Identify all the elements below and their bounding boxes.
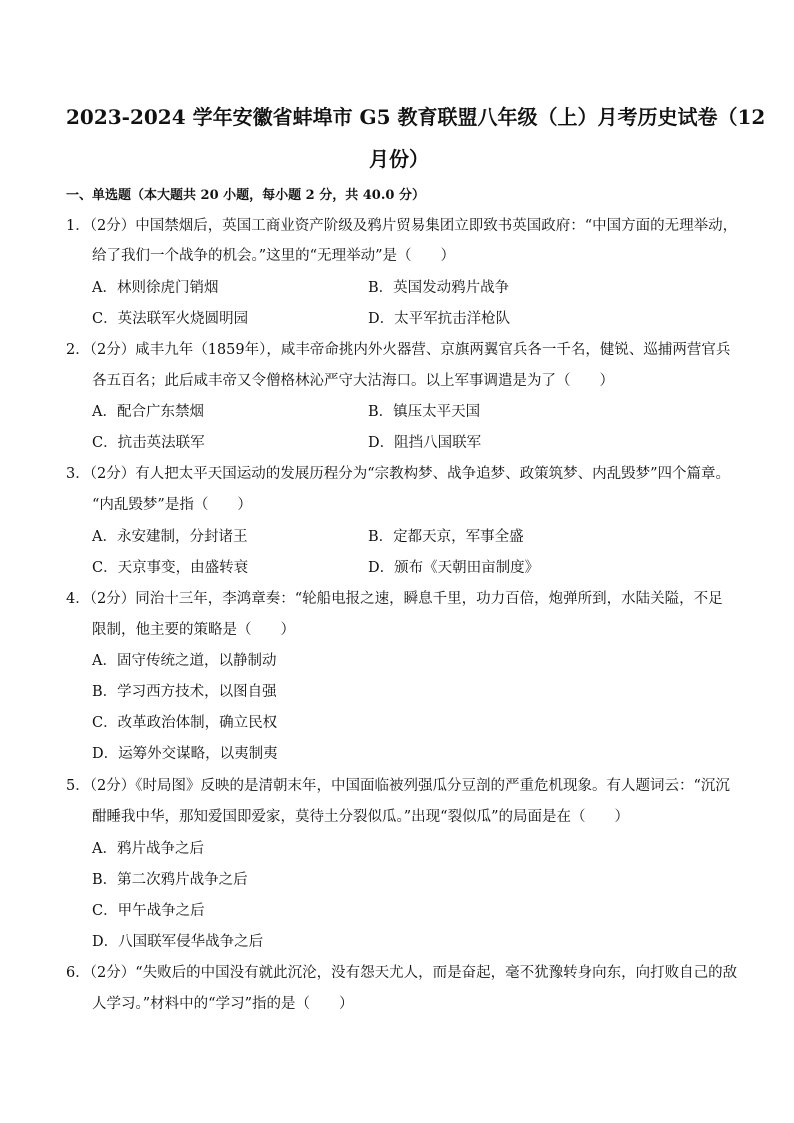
question-4-stem-line-2: 限制，他主要的策略是（ ） <box>92 622 295 638</box>
question-4-option-d: D．运筹外交谋略，以夷制夷 <box>92 746 278 762</box>
question-4-option-c: C．改革政治体制，确立民权 <box>92 715 278 731</box>
question-3-option-b: B．定都天京，军事全盛 <box>368 529 524 545</box>
question-3-option-c: C．天京事变，由盛转衰 <box>92 560 249 576</box>
question-2-option-a: A．配合广东禁烟 <box>92 404 204 420</box>
question-1-stem-line-1: 1．（2分）中国禁烟后，英国工商业资产阶级及鸦片贸易集团立即致书英国政府：“中国方面的无理举动， <box>66 218 738 234</box>
question-5-stem-line-2: 酣睡我中华，那知爱国即爱家，莫待土分裂似瓜。”出现“裂似瓜”的局面是在（ ） <box>92 809 629 825</box>
question-5-stem-line-1: 5．（2分）《时局图》反映的是清朝末年，中国面临被列强瓜分豆剖的严重危机现象。有人题词云：“沉沉 <box>66 778 730 794</box>
question-4-option-a: A．固守传统之道，以静制动 <box>92 653 277 669</box>
question-4-stem-line-1: 4．（2分）同治十三年，李鸿章奏：“轮船电报之速，瞬息千里，功力百倍，炮弹所到，水陆关隘，不足 <box>66 591 723 607</box>
question-2-stem-line-1: 2．（2分）咸丰九年（1859年），咸丰帝命挑内外火器营、京旗两翼官兵各一千名，健锐、巡捕两营官兵 <box>66 342 731 358</box>
question-1-option-c: C．英法联军火烧圆明园 <box>92 311 249 327</box>
exam-title-line-2: 月份） <box>369 147 429 171</box>
question-5-option-a: A．鸦片战争之后 <box>92 841 204 857</box>
question-3-option-d: D．颁布《天朝田亩制度》 <box>368 560 540 576</box>
question-1-option-b: B．英国发动鸦片战争 <box>368 280 510 296</box>
question-2-option-c: C．抗击英法联军 <box>92 435 205 451</box>
question-1-stem-line-2: 给了我们一个战争的机会。”这里的“无理举动”是（ ） <box>92 248 455 264</box>
question-5-option-c: C．甲午战争之后 <box>92 903 205 919</box>
question-5-option-b: B．第二次鸦片战争之后 <box>92 872 248 888</box>
question-6-stem-line-2: 人学习。”材料中的“学习”指的是（ ） <box>92 996 354 1012</box>
question-3-option-a: A．永安建制，分封诸王 <box>92 529 248 545</box>
section-heading: 一、单选题（本大题共 20 小题，每小题 2 分，共 40.0 分） <box>66 188 425 203</box>
question-1-option-a: A．林则徐虎门销烟 <box>92 280 219 296</box>
question-2-stem-line-2: 各五百名；此后咸丰帝又令僧格林沁严守大沽海口。以上军事调遣是为了（ ） <box>92 373 614 389</box>
question-4-option-b: B．学习西方技术，以图自强 <box>92 684 277 700</box>
exam-title-line-1: 2023-2024 学年安徽省蚌埠市 G5 教育联盟八年级（上）月考历史试卷（12 <box>66 105 766 129</box>
question-2-option-d: D．阻挡八国联军 <box>368 435 482 451</box>
question-5-option-d: D．八国联军侵华战争之后 <box>92 934 264 950</box>
question-1-option-d: D．太平军抗击洋枪队 <box>368 311 511 327</box>
question-2-option-b: B．镇压太平天国 <box>368 404 481 420</box>
question-3-stem-line-1: 3．（2分）有人把太平天国运动的发展历程分为“宗教构梦、战争追梦、政策筑梦、内乱毁梦”四个篇章。 <box>66 466 731 482</box>
question-3-stem-line-2: “内乱毁梦”是指（ ） <box>92 497 252 513</box>
question-6-stem-line-1: 6．（2分）“失败后的中国没有就此沉沦，没有怨天尤人，而是奋起，毫不犹豫转身向东，向打败自己的敌 <box>66 965 738 981</box>
